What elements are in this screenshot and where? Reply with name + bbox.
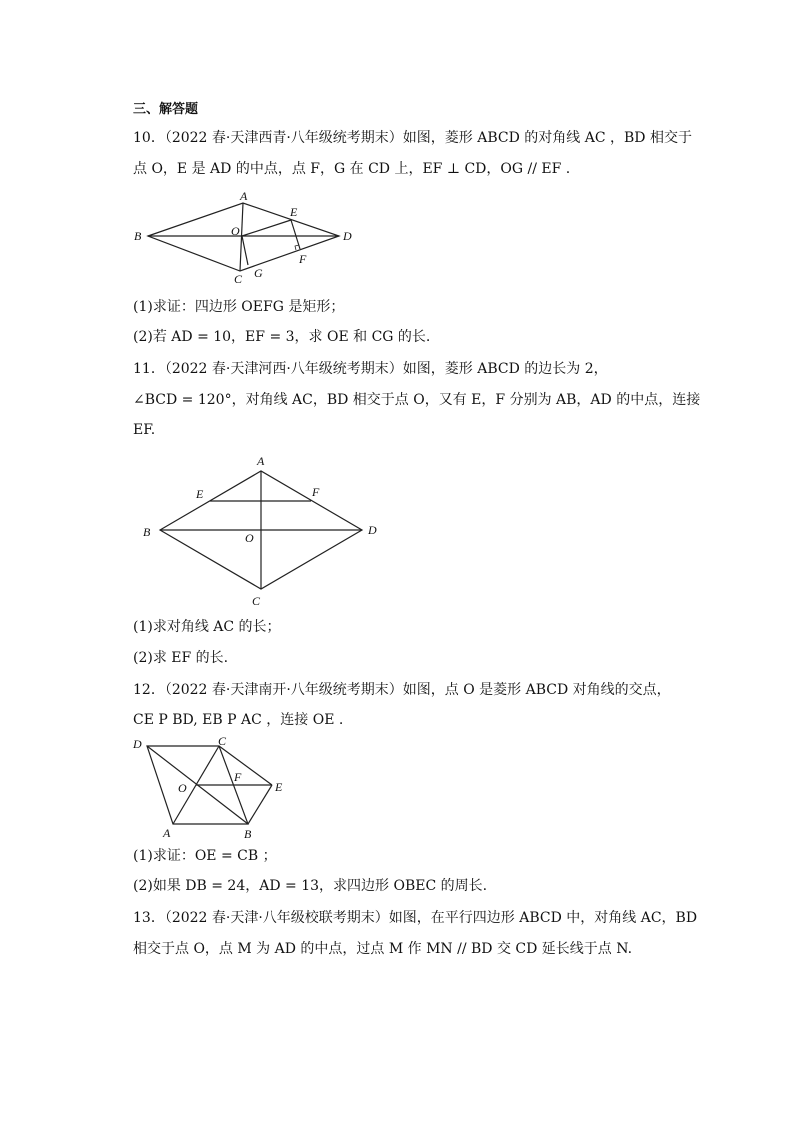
label-o: O xyxy=(178,781,187,795)
problem-12-question-2: (2)如果 DB = 24，AD = 13，求四边形 OBEC 的周长. xyxy=(133,878,488,894)
problem-13-line-2: 相交于点 O，点 M 为 AD 的中点，过点 M 作 MN // BD 交 CD 延长线于点 N. xyxy=(133,941,633,957)
label-b: B xyxy=(143,525,151,539)
label-g: G xyxy=(254,266,263,280)
problem-11-question-2: (2)求 EF 的长. xyxy=(133,650,229,666)
label-d: D xyxy=(368,523,377,537)
problem-11-line-1: 11．（2022 春·天津河西·八年级统考期末）如图，菱形 ABCD 的边长为 2， xyxy=(133,361,608,377)
label-e: E xyxy=(196,487,204,501)
section-title: 三、解答题 xyxy=(133,102,199,117)
problem-10-line-2: 点 O，E 是 AD 的中点，点 F，G 在 CD 上，EF ⊥ CD，OG // EF . xyxy=(133,161,571,177)
segment-ef xyxy=(291,220,300,249)
label-e: E xyxy=(290,205,298,219)
problem-12-line-2: CE P BD, EB P AC ，连接 OE . xyxy=(133,712,344,728)
label-f: F xyxy=(299,252,307,266)
figure-rhombus-ef xyxy=(130,452,390,612)
problem-10-question-1: (1)求证：四边形 OEFG 是矩形； xyxy=(133,299,345,315)
label-a: A xyxy=(257,454,265,468)
label-o: O xyxy=(245,531,254,545)
problem-13-line-1: 13．（2022 春·天津·八年级校联考期末）如图，在平行四边形 ABCD 中，对角线 AC，BD xyxy=(133,910,698,926)
segment-ce xyxy=(219,746,272,785)
problem-11-question-1: (1)求对角线 AC 的长； xyxy=(133,619,281,635)
problem-12-line-1: 12．（2022 春·天津南开·八年级统考期末）如图，点 O 是菱形 ABCD 对角线的交点， xyxy=(133,682,671,698)
label-o: O xyxy=(231,224,240,238)
label-f: F xyxy=(234,770,242,784)
problem-11-line-3: EF. xyxy=(133,422,156,438)
label-c: C xyxy=(218,734,227,748)
label-b: B xyxy=(134,229,142,243)
problem-12-question-1: (1)求证：OE = CB ； xyxy=(133,848,277,864)
segment-oe xyxy=(242,220,291,236)
figure-rhombus-oefg xyxy=(130,188,370,288)
label-d: D xyxy=(343,229,352,243)
label-c: C xyxy=(252,594,261,608)
label-d: D xyxy=(133,737,142,751)
problem-10-line-1: 10．（2022 春·天津西青·八年级统考期末）如图，菱形 ABCD 的对角线 AC ，BD 相交于 xyxy=(133,130,692,146)
label-b: B xyxy=(244,827,252,841)
segment-eb xyxy=(248,785,272,824)
rhombus-outline xyxy=(148,203,339,271)
label-c: C xyxy=(234,272,243,286)
label-e: E xyxy=(275,780,283,794)
label-f: F xyxy=(312,485,320,499)
label-a: A xyxy=(240,189,248,203)
figure-rhombus-obec xyxy=(130,734,300,847)
segment-og xyxy=(242,236,248,265)
problem-10-question-2: (2)若 AD = 10，EF = 3，求 OE 和 CG 的长. xyxy=(133,329,431,345)
label-a: A xyxy=(163,826,171,840)
problem-11-line-2: ∠BCD = 120°，对角线 AC，BD 相交于点 O，又有 E，F 分别为 AB，AD 的中点，连接 xyxy=(133,392,701,408)
